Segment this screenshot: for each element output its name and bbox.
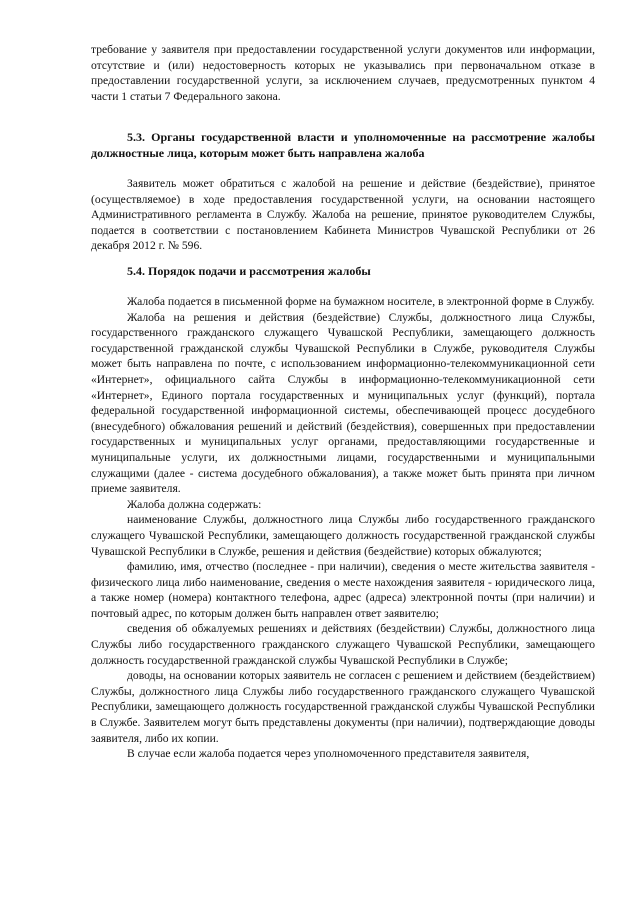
section-5-4-heading-block bbox=[91, 264, 595, 280]
intro-paragraph-block bbox=[91, 42, 595, 104]
intro-paragraph: требование у заявителя при предоставлении государственной услуги документов или информации, отсутствие и (или) недостоверность которых не указывались при первоначальном отказе в предоставлении государственной услуги, за исключением случаев, предусмотренных пунктом 4 части 1 статьи 7 Федерального закона. bbox=[91, 43, 595, 103]
section-5-4-list-item: сведения об обжалуемых решениях и действиях (бездействии) Службы, должностного лица Службы либо государственного гражданского служащего Чувашской Республики, замещающего должность государственной гражданской службы Чувашской Республики в Службе; bbox=[91, 622, 595, 667]
section-5-3-heading-block bbox=[91, 130, 595, 161]
section-5-3-body bbox=[91, 176, 595, 254]
section-5-4-paragraph: Жалоба должна содержать: bbox=[127, 497, 262, 511]
section-5-4-list-item: фамилию, имя, отчество (последнее - при наличии), сведения о месте жительства заявителя - физического лица либо наименование, сведения о месте нахождения заявителя - юридического лица, а также номер (номера) контактного телефона, адрес (адреса) электронной почты (при наличии) и почтовый адрес, по которым должен быть направлен ответ заявителю; bbox=[91, 560, 595, 620]
section-5-3-heading: 5.3. Органы государственной власти и уполномоченные на рассмотрение жалобы должностные лица, которым может быть направлена жалоба bbox=[91, 130, 595, 160]
section-5-3-paragraph: Заявитель может обратиться с жалобой на решение и действие (бездействие), принятое (осуществляемое) в ходе предоставления государственной услуги, на основании настоящего Административного регламента в Службу. Жалоба на решение, принятое руководителем Службы, подается в соответствии с постановлением Кабинета Министров Чувашской Республики от 26 декабря 2012 г. № 596. bbox=[91, 177, 595, 253]
section-5-4-list-item: доводы, на основании которых заявитель не согласен с решением и действием (бездействием) Службы, должностного лица Службы либо государственного гражданского служащего Чувашской Республики, замещающего должность государственной гражданской службы Чувашской Республики в Службе. Заявителем могут быть представлены документы (при наличии), подтверждающие доводы заявителя, либо их копии. bbox=[91, 669, 595, 745]
section-5-4-paragraph: Жалоба на решения и действия (бездействие) Службы, должностного лица Службы, государственного гражданского служащего Чувашской Республики, замещающего должность государственной гражданской службы Чувашской Республики в Службе, руководителя Службы может быть направлена по почте, с использованием информационно-телекоммуникационной сети «Интернет», официального сайта Службы в информационно-телекоммуникационной сети «Интернет», Единого портала государственных и муниципальных услуг (функций), портала федеральной государственной информационной системы, обеспечивающей процесс досудебного (внесудебного) обжалования решений и действий (бездействия), совершенных при предоставлении государственных и муниципальных услуг органами, предоставляющими государственные и муниципальные услуги, их должностными лицами, государственными и муниципальными служащими (далее - система досудебного обжалования), а также может быть принята при личном приеме заявителя. bbox=[91, 310, 595, 496]
section-5-4-body bbox=[91, 294, 595, 762]
section-5-4-heading: 5.4. Порядок подачи и рассмотрения жалобы bbox=[127, 264, 371, 278]
section-5-4-paragraph: В случае если жалоба подается через уполномоченного представителя заявителя, bbox=[127, 747, 530, 761]
section-5-4-list-item: наименование Службы, должностного лица Службы либо государственного гражданского служащего Чувашской Республики, замещающего должность государственной гражданской службы Чувашской Республики в Службе, решения и действия (бездействие) которых обжалуются; bbox=[91, 513, 595, 558]
section-5-4-paragraph: Жалоба подается в письменной форме на бумажном носителе, в электронной форме в Службу. bbox=[127, 295, 595, 308]
